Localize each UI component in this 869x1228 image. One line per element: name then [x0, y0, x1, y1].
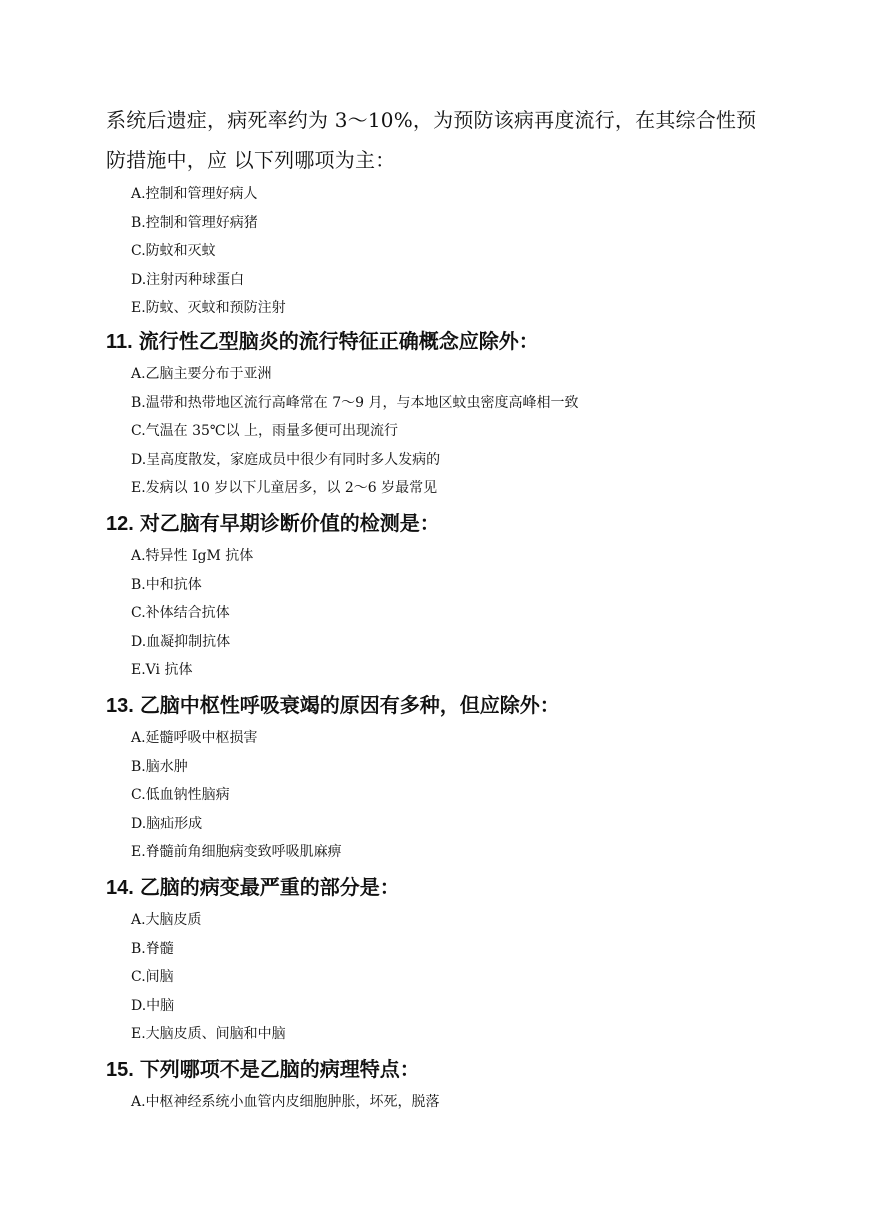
option-a: A.大脑皮质 [131, 912, 202, 928]
question-stem [106, 322, 806, 360]
question-text: 流行性乙型脑炎的流行特征正确概念应除外： [138, 329, 539, 353]
option-b: B.温带和热带地区流行高峰常在 7～9 月，与本地区蚊虫密度高峰相一致 [131, 394, 579, 411]
option-d: D.呈高度散发，家庭成员中很少有同时多人发病的 [131, 451, 441, 468]
question-12 [106, 504, 806, 685]
question-number: 12. [106, 513, 134, 535]
question-15 [106, 1050, 806, 1117]
question-text: 乙脑的病变最严重的部分是： [139, 875, 400, 899]
question-10-stem-continuation [106, 100, 786, 180]
option-c: C.防蚊和灭蚊 [131, 243, 216, 259]
question-number: 13. [106, 695, 134, 717]
question-stem [106, 1050, 806, 1088]
option-b: B.脊髓 [131, 940, 174, 957]
option-b: B.脑水肿 [131, 758, 188, 775]
question-14 [106, 868, 806, 1049]
option-d: D.注射丙种球蛋白 [131, 271, 245, 288]
option-d: D.脑疝形成 [131, 815, 203, 832]
option-e: E.脊髓前角细胞病变致呼吸肌麻痹 [131, 844, 342, 860]
option-e: E.发病以 10 岁以下儿童居多，以 2～6 岁最常见 [131, 480, 438, 496]
question-stem [106, 504, 806, 542]
option-d: D.中脑 [131, 997, 175, 1014]
option-list [106, 1088, 806, 1117]
option-b: B.控制和管理好病猪 [131, 214, 258, 231]
option-a: A.控制和管理好病人 [131, 186, 258, 202]
option-e: E.大脑皮质、间脑和中脑 [131, 1026, 286, 1042]
question-number: 15. [106, 1059, 134, 1081]
question-stem [106, 686, 806, 724]
question-text: 乙脑中枢性呼吸衰竭的原因有多种，但应除外： [139, 693, 560, 717]
option-e: E.防蚊、灭蚊和预防注射 [131, 300, 286, 316]
option-b: B.中和抗体 [131, 576, 202, 593]
question-stem [106, 868, 806, 906]
option-d: D.血凝抑制抗体 [131, 633, 231, 650]
question-11 [106, 322, 806, 503]
option-list [106, 906, 806, 1049]
question-10 [106, 180, 806, 323]
intro-line-1: 系统后遗症，病死率约为 3～10%，为预防该病再度流行，在其综合性预 [106, 108, 757, 132]
option-a: A.延髓呼吸中枢损害 [131, 730, 258, 746]
option-list [106, 542, 806, 685]
option-a: A.特异性 IgM 抗体 [131, 548, 254, 564]
intro-line-2: 防措施中，应 以下列哪项为主： [106, 148, 396, 172]
question-13 [106, 686, 806, 867]
option-e: E.Vi 抗体 [131, 662, 193, 678]
option-list [106, 180, 806, 323]
option-c: C.气温在 35℃以 上，雨量多便可出现流行 [131, 423, 399, 439]
option-list [106, 360, 806, 503]
question-number: 14. [106, 877, 134, 899]
option-c: C.补体结合抗体 [131, 605, 230, 621]
question-text: 对乙脑有早期诊断价值的检测是： [139, 511, 440, 535]
option-c: C.间脑 [131, 969, 174, 985]
option-a: A.乙脑主要分布于亚洲 [131, 366, 272, 382]
option-a: A.中枢神经系统小血管内皮细胞肿胀，坏死，脱落 [131, 1094, 440, 1110]
question-number: 11. [106, 331, 133, 353]
option-list [106, 724, 806, 867]
question-text: 下列哪项不是乙脑的病理特点： [139, 1057, 420, 1081]
option-c: C.低血钠性脑病 [131, 787, 230, 803]
